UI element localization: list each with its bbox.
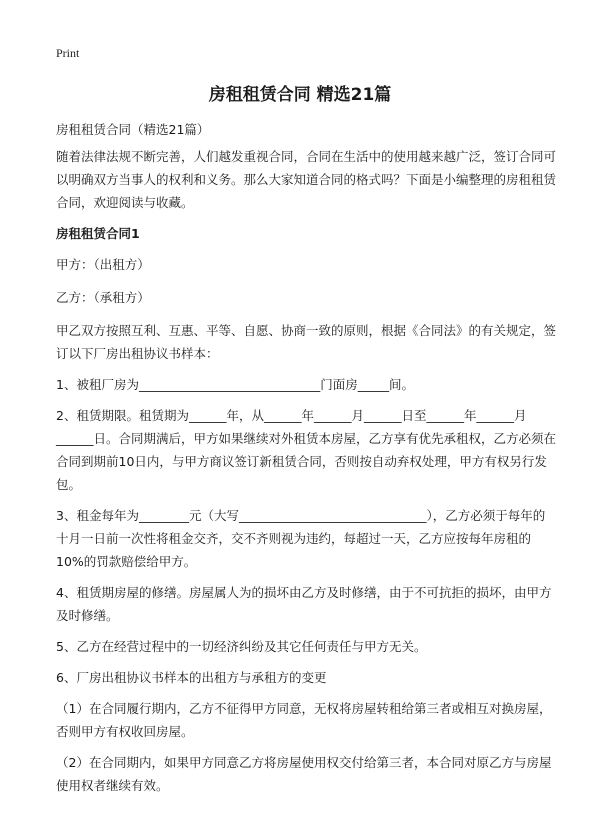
party-a-line: 甲方：（出租方） xyxy=(56,257,150,272)
document-subtitle: 房租租赁合同（精选21篇） xyxy=(56,122,210,137)
clause-5: 5、乙方在经营过程中的一切经济纠纷及其它任何责任与甲方无关。 xyxy=(56,639,427,654)
clause-4: 4、租赁期房屋的修缮。房屋属人为的损坏由乙方及时修缮，由于不可抗拒的损坏，由甲方及时修缮。 xyxy=(56,585,552,623)
clause-2: 2、租赁期限。租赁期为______年，从______年______月______日至______年______月______日。合同期满后，甲方如果继续对外租赁本房屋，乙方享有优先承租权，乙方必须在合同到期前10日内，与甲方商议签订新租赁合同，否则按自动弃权处理，甲方有权另行发包。 xyxy=(56,408,557,492)
print-link[interactable]: Print xyxy=(56,46,80,60)
section-heading: 房租租赁合同1 xyxy=(56,226,140,241)
page-title: 房租租赁合同 精选21篇 xyxy=(208,85,392,105)
clause-3: 3、租金每年为________元（大写______________________________），乙方必须于每年的十月一日前一次性将租金交齐，交不齐则视为违约，每超过一天，乙方应按每年房租的10%的罚款赔偿给甲方。 xyxy=(56,508,546,569)
preamble-paragraph: 甲乙双方按照互利、互惠、平等、自愿、协商一致的原则，根据《合同法》的有关规定，签订以下厂房出租协议书样本： xyxy=(56,323,557,361)
clause-6: 6、厂房出租协议书样本的出租方与承租方的变更 xyxy=(56,670,327,685)
intro-paragraph: 随着法律法规不断完善，人们越发重视合同，合同在生活中的使用越来越广泛，签订合同可以明确双方当事人的权利和义务。那么大家知道合同的格式吗？下面是小编整理的房租租赁合同，欢迎阅读与收藏。 xyxy=(56,149,557,210)
clause-6-1: （1）在合同履行期内，乙方不征得甲方同意，无权将房屋转租给第三者或相互对换房屋，否则甲方有权收回房屋。 xyxy=(56,701,552,739)
clause-1: 1、被租厂房为_____________________________门面房_____间。 xyxy=(56,377,414,392)
party-b-line: 乙方：（承租方） xyxy=(56,290,150,305)
clause-6-2: （2）在合同期内，如果甲方同意乙方将房屋使用权交付给第三者，本合同对原乙方与房屋使用权者继续有效。 xyxy=(56,755,552,793)
document-body xyxy=(56,118,556,805)
